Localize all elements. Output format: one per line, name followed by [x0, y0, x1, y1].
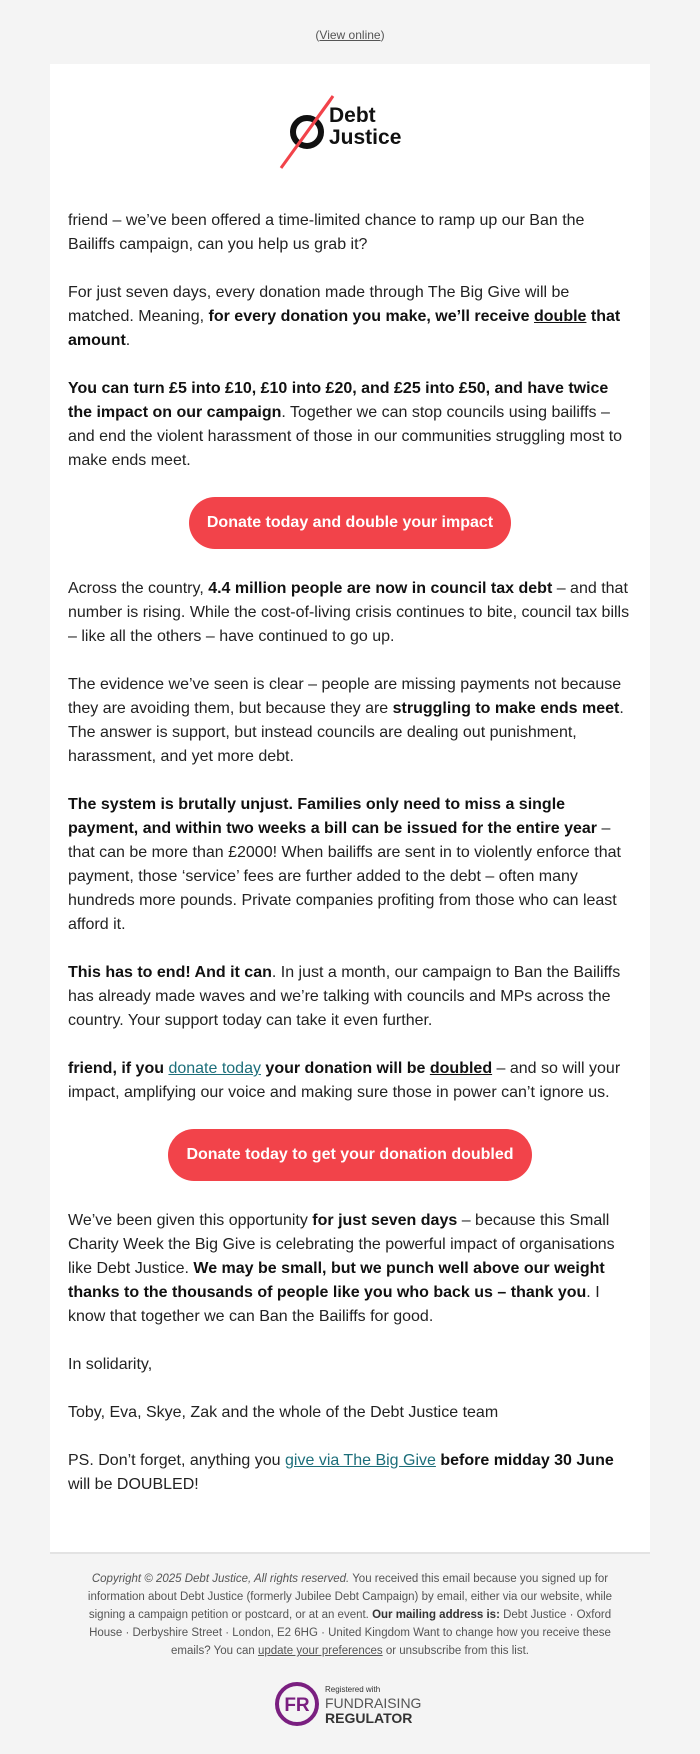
email-body [68, 209, 632, 1521]
fr-initials: FR [284, 1695, 310, 1716]
paragraph-signatures: Toby, Eva, Skye, Zak and the whole of the Debt Justice team [68, 1404, 499, 1421]
view-online-bar: (View online) [315, 28, 385, 42]
logo-slash [281, 96, 333, 168]
update-preferences-link[interactable]: update your preferences [257, 1645, 383, 1657]
paragraph-opportunity: We’ve been given this opportunity for just seven days – because this Small Charity Week the Big Give is celebrating the powerful impact of organisations like Debt Justice. We may be small, but we punch well above our weight thanks to the thousands of people like you who back us – thank you. I know that together we can Ban the Bailiffs for good. [68, 1212, 615, 1325]
donate-today-link[interactable]: donate today [168, 1060, 261, 1077]
fundraising-regulator-badge [0, 1680, 700, 1728]
email-card [50, 64, 650, 1552]
paragraph-ps: PS. Don’t forget, anything you give via The Big Give before midday 30 June will be DOUBLED! [68, 1452, 614, 1493]
paragraph-match: For just seven days, every donation made through The Big Give will be matched. Meaning, for every donation you make, we’ll receive double that amount. [68, 284, 621, 349]
paragraph-council-tax: Across the country, 4.4 million people are now in council tax debt – and that number is rising. While the cost-of-living crisis continues to bite, council tax bills – like all the others – have continued to go up. [68, 580, 630, 645]
view-online-link[interactable]: View online [319, 28, 381, 42]
footer-text: Copyright © 2025 Debt Justice, All rights reserved. You received this email because you signed up for information about Debt Justice (formerly Jubilee Debt Campaign) by email, either via our website, while signing a campaign petition or postcard, or at an event. Our mailing address is: Debt Justice · Oxford House · Derbyshire Street · London, E2 6HG · United Kingdom Want to change how you receive these emails? You can update your preferences or unsubscribe from this list. [87, 1573, 613, 1657]
paragraph-turn: You can turn £5 into £10, £10 into £20, and £25 into £50, and have twice the impact on our campaign. Together we can stop councils using bailiffs – and end the violent harassment of those in our communities struggling most to make ends meet. [68, 380, 623, 469]
fr-line1: FUNDRAISING [325, 1695, 422, 1711]
logo-text-justice: Justice [329, 126, 402, 149]
paragraph-evidence: The evidence we’ve seen is clear – people are missing payments not because they are avoiding them, but because they are struggling to make ends meet. The answer is support, but instead councils are dealing out punishment, harassment, and yet more debt. [68, 676, 624, 765]
paragraph-signoff: In solidarity, [68, 1356, 153, 1373]
fr-registered: Registered with [325, 1685, 381, 1694]
footer-divider [50, 1552, 650, 1554]
big-give-link[interactable]: give via The Big Give [285, 1452, 436, 1469]
paragraph-end: This has to end! And it can. In just a month, our campaign to Ban the Bailiffs has already made waves and we’re talking with councils and MPs across the country. Your support today can take it even further. [68, 964, 621, 1029]
donate-doubled-button[interactable]: Donate today to get your donation doubled [168, 1129, 531, 1181]
paragraph-system: The system is brutally unjust. Families only need to miss a single payment, and within two weeks a bill can be issued for the entire year – that can be more than £2000! When bailiffs are sent in to violently enforce that payment, those ‘service’ fees are further added to the debt – often many hundreds more pounds. Private companies profiting from those who can least afford it. [68, 796, 621, 933]
paragraph-doubled: friend, if you donate today your donation will be doubled – and so will your impact, amplifying our voice and making sure those in power can’t ignore us. [68, 1060, 621, 1101]
debt-justice-logo [50, 94, 650, 174]
paragraph-intro: friend – we’ve been offered a time-limited chance to ramp up our Ban the Bailiffs campaign, can you help us grab it? [68, 212, 585, 253]
logo-text-debt: Debt [329, 104, 376, 127]
fr-line2: REGULATOR [325, 1710, 413, 1726]
donate-double-impact-button[interactable]: Donate today and double your impact [189, 497, 511, 549]
